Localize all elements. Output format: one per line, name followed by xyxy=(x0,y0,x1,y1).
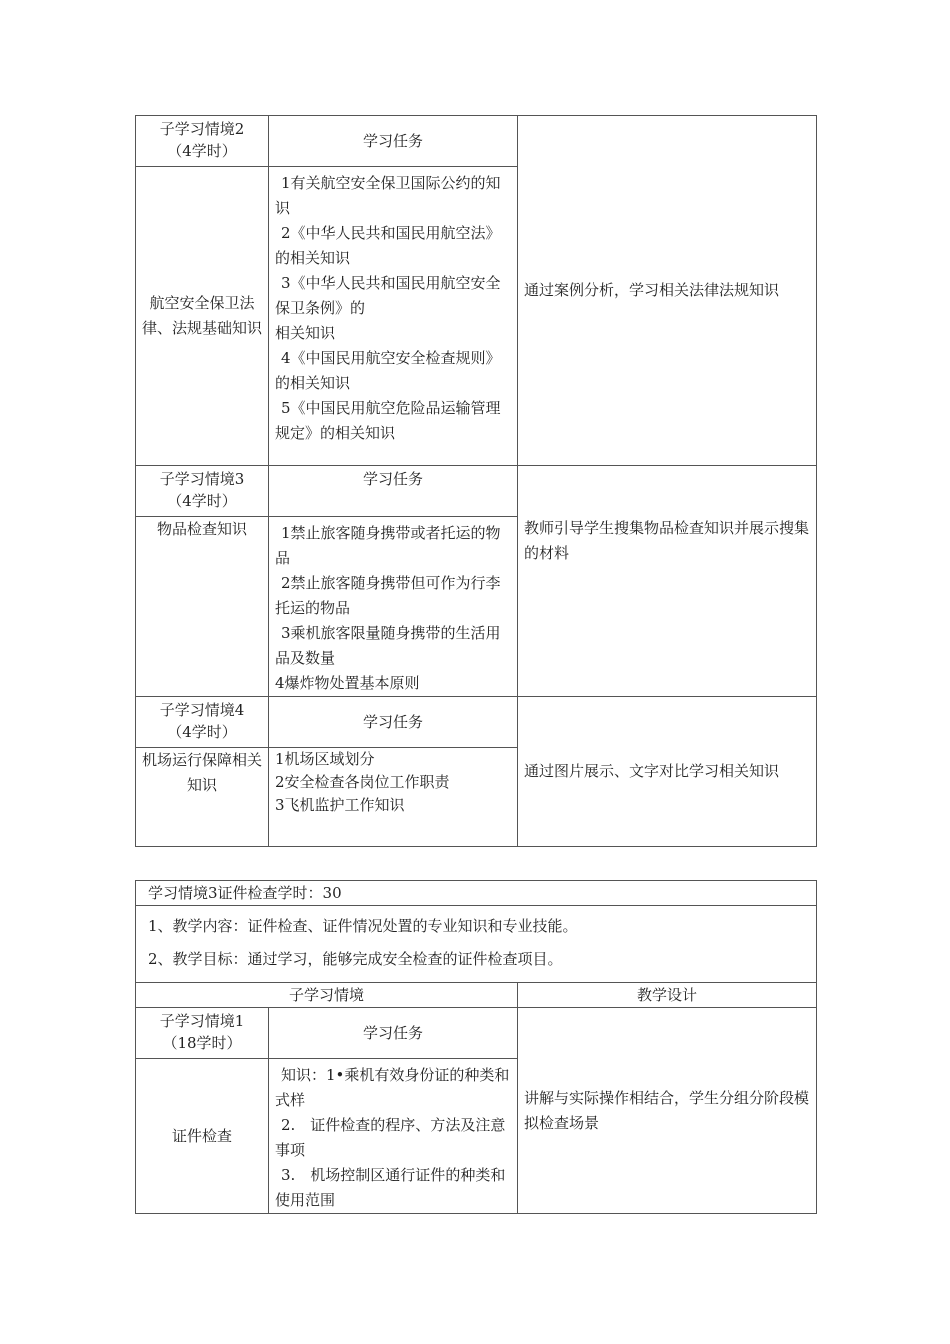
task-item: 相关知识 xyxy=(275,324,336,342)
course-table-2 xyxy=(135,880,817,1214)
situation-hours: （4学时） xyxy=(167,142,237,160)
teaching-goal-line: 2、教学目标：通过学习，能够完成安全检查的证件检查项目。 xyxy=(148,950,563,968)
task-item: 5《中国民用航空危险品运输管理规定》的相关知识 xyxy=(275,399,501,442)
teaching-design: 讲解与实际操作相结合，学生分组分阶段模拟检查场景 xyxy=(518,1008,817,1214)
sub-situation-header xyxy=(136,697,269,748)
task-item: 2. 证件检查的程序、方法及注意事项 xyxy=(275,1116,506,1159)
situation-name: 航空安全保卫法律、法规基础知识 xyxy=(136,167,269,466)
teaching-content-line: 1、教学内容：证件检查、证件情况处置的专业知识和专业技能。 xyxy=(148,917,578,935)
task-item: 1禁止旅客随身携带或者托运的物品 xyxy=(275,524,501,567)
task-list xyxy=(269,748,518,847)
teaching-design xyxy=(518,466,817,697)
situation-hours: （4学时） xyxy=(167,723,237,741)
situation-title: 子学习情境2 xyxy=(159,120,245,138)
teaching-design: 通过案例分析，学习相关法律法规知识 xyxy=(518,116,817,466)
teaching-design: 通过图片展示、文字对比学习相关知识 xyxy=(518,697,817,847)
task-item: 1有关航空安全保卫国际公约的知识 xyxy=(275,174,501,217)
situation-title: 子学习情境1 xyxy=(159,1012,245,1030)
task-item: 3飞机监护工作知识 xyxy=(275,796,405,814)
task-header: 学习任务 xyxy=(269,466,518,517)
task-list xyxy=(269,167,518,466)
column-header-situation: 子学习情境 xyxy=(136,983,518,1008)
teaching-design-text: 教师引导学生搜集物品检查知识并展示搜集的材料 xyxy=(524,519,810,562)
task-item: 3乘机旅客限量随身携带的生活用品及数量 xyxy=(275,624,501,667)
task-item: 4爆炸物处置基本原则 xyxy=(275,674,420,692)
column-header-design: 教学设计 xyxy=(518,983,817,1008)
task-header: 学习任务 xyxy=(269,116,518,167)
situation-name: 机场运行保障相关知识 xyxy=(136,748,269,847)
task-header: 学习任务 xyxy=(269,1008,518,1059)
sub-situation-header xyxy=(136,1008,269,1059)
task-item: 3《中华人民共和国民用航空安全保卫条例》的 xyxy=(275,274,501,317)
task-item: 知识：1•乘机有效身份证的种类和式样 xyxy=(275,1066,510,1109)
content-goal-cell xyxy=(136,906,817,983)
situation-title: 子学习情境3 xyxy=(159,470,245,488)
situation-name: 证件检查 xyxy=(136,1059,269,1214)
task-header: 学习任务 xyxy=(269,697,518,748)
situation-hours: （4学时） xyxy=(167,492,237,510)
task-item: 2安全检查各岗位工作职责 xyxy=(275,773,450,791)
situation-name: 物品检查知识 xyxy=(136,517,269,697)
task-item: 1机场区域划分 xyxy=(275,750,375,768)
situation-title-row: 学习情境3证件检查学时：30 xyxy=(136,881,817,906)
task-item: 2禁止旅客随身携带但可作为行李托运的物品 xyxy=(275,574,501,617)
sub-situation-header xyxy=(136,466,269,517)
course-table-1 xyxy=(135,115,817,847)
task-item: 2《中华人民共和国民用航空法》的相关知识 xyxy=(275,224,501,267)
situation-hours: （18学时） xyxy=(162,1034,242,1052)
situation-title: 子学习情境4 xyxy=(159,701,245,719)
task-list xyxy=(269,1059,518,1214)
task-list xyxy=(269,517,518,697)
sub-situation-header xyxy=(136,116,269,167)
task-item: 4《中国民用航空安全检查规则》的相关知识 xyxy=(275,349,501,392)
task-item: 3. 机场控制区通行证件的种类和使用范围 xyxy=(275,1166,506,1209)
